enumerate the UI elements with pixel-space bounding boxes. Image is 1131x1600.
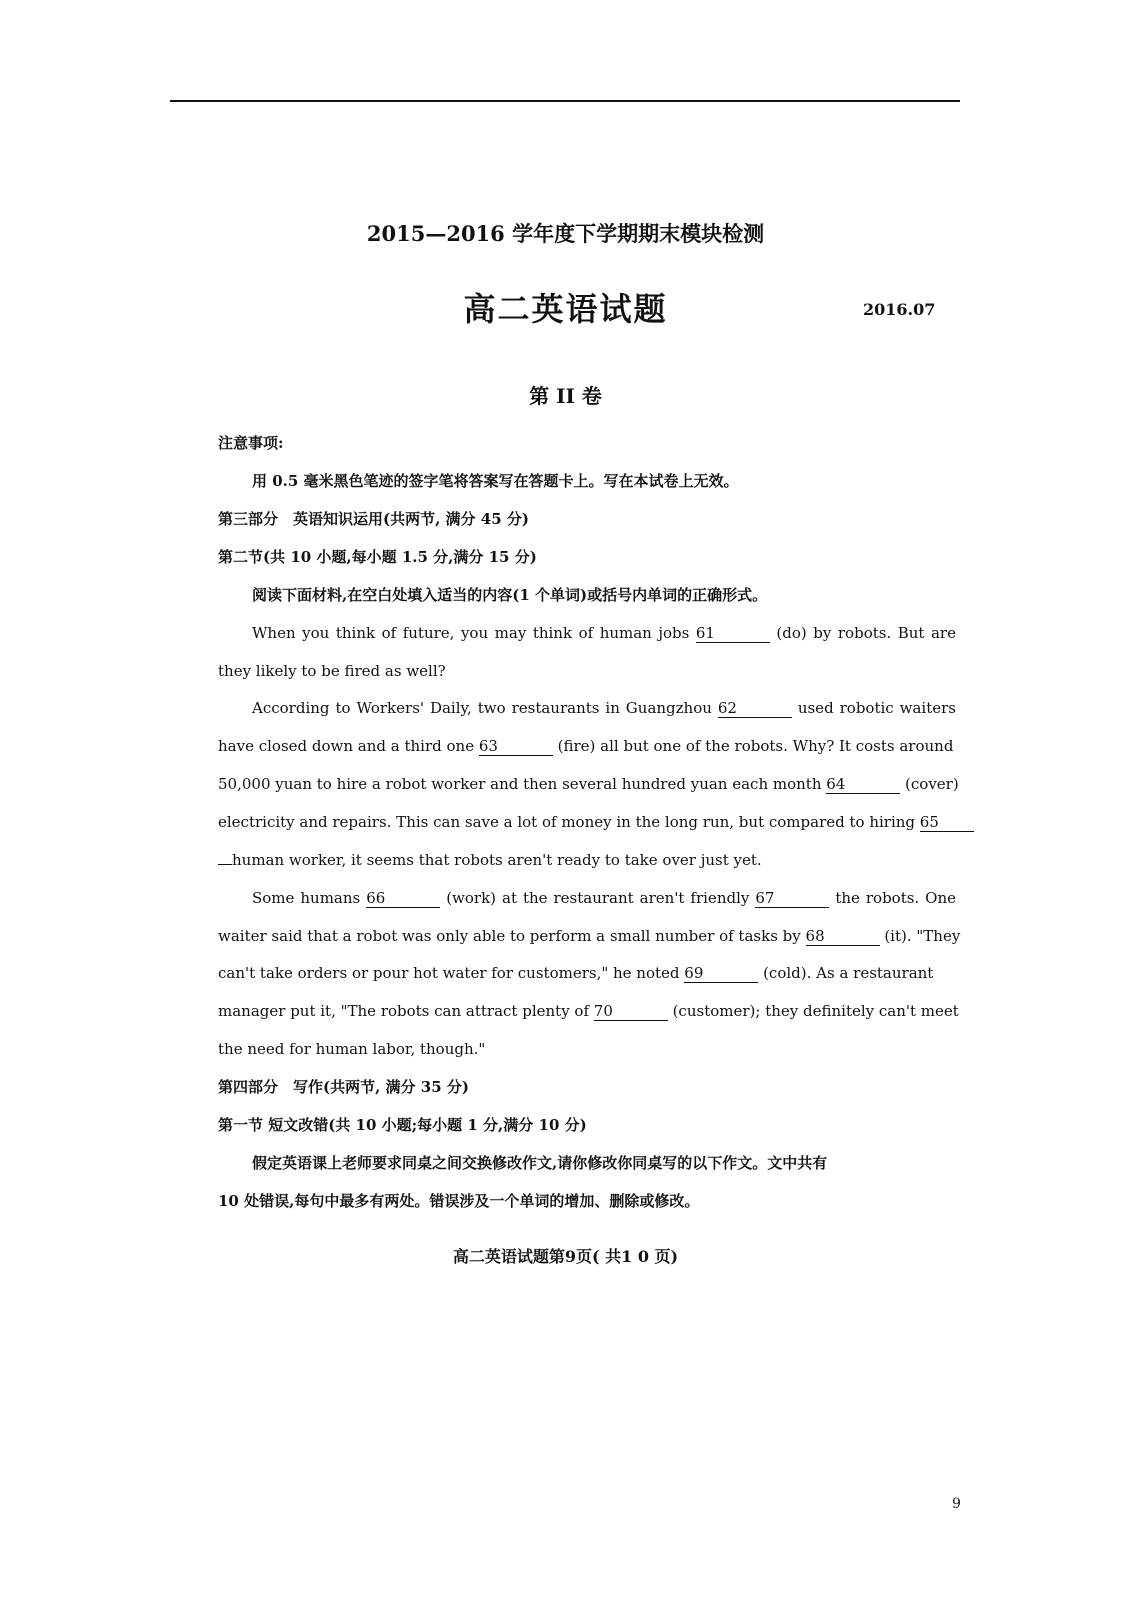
volume-heading: 第 II 卷 — [529, 384, 602, 408]
part4-heading: 第四部分 写作(共两节, 满分 35 分) — [218, 1078, 469, 1096]
part4-section-heading: 第一节 短文改错(共 10 小题;每小题 1 分,满分 10 分) — [218, 1116, 587, 1134]
blank-66: 66 — [366, 889, 440, 908]
page-number: 9 — [952, 1496, 961, 1512]
passage-text: human worker, it seems that robots aren't ready to take over just yet. — [232, 851, 762, 869]
passage-text: waiter said that a robot was only able to perform a small number of tasks by — [218, 927, 801, 945]
passage-line-11 — [218, 1000, 959, 1022]
passage-line-12: the need for human labor, though." — [218, 1040, 486, 1058]
passage-text: can't take orders or pour hot water for customers," he noted — [218, 964, 680, 982]
exam-title: 高二英语试题 — [463, 290, 668, 328]
passage-text: (fire) all but one of the robots. Why? It costs around — [557, 737, 954, 755]
passage-line-7 — [218, 849, 922, 871]
passage-text: (cover) — [905, 775, 959, 793]
passage-text: 50,000 yuan to hire a robot worker and then several hundred yuan each month — [218, 775, 822, 793]
passage-line-8 — [218, 887, 956, 909]
blank-61: 61 — [696, 624, 770, 643]
passage-line-1 — [218, 622, 956, 644]
blank-69: 69 — [684, 964, 758, 983]
passage-text: (customer); they definitely can't meet — [672, 1002, 959, 1020]
part3-heading: 第三部分 英语知识运用(共两节, 满分 45 分) — [218, 510, 529, 528]
notice-heading: 注意事项: — [218, 434, 284, 452]
passage-text: manager put it, "The robots can attract plenty of — [218, 1002, 590, 1020]
passage-text: When you think of future, you may think of human jobs — [252, 624, 690, 642]
part3-instruction: 阅读下面材料,在空白处填入适当的内容(1 个单词)或括号内单词的正确形式。 — [252, 586, 768, 604]
part4-instruction-2: 10 处错误,每句中最多有两处。错误涉及一个单词的增加、删除或修改。 — [218, 1192, 700, 1210]
blank-64: 64 — [826, 775, 900, 794]
blank-70: 70 — [594, 1002, 668, 1021]
passage-text: (work) at the restaurant aren't friendly — [446, 889, 750, 907]
blank-62: 62 — [718, 699, 792, 718]
exam-subtitle: 2015—2016 学年度下学期期末模块检测 — [366, 221, 765, 246]
blank-65: 65 — [920, 813, 974, 832]
top-rule — [170, 100, 960, 102]
passage-text: (cold). As a restaurant — [763, 964, 934, 982]
passage-text: used robotic waiters — [797, 699, 956, 717]
blank-67: 67 — [755, 889, 829, 908]
part3-section-heading: 第二节(共 10 小题,每小题 1.5 分,满分 15 分) — [218, 548, 537, 566]
blank-63: 63 — [479, 737, 553, 756]
passage-text: (it). "They — [884, 927, 961, 945]
passage-text: (do) by robots. But are — [776, 624, 956, 642]
notice-text: 用 0.5 毫米黑色笔迹的签字笔将答案写在答题卡上。写在本试卷上无效。 — [252, 472, 739, 490]
passage-line-5 — [218, 773, 959, 795]
page-footer: 高二英语试题第9页( 共1 0 页) — [452, 1247, 679, 1266]
passage-text: electricity and repairs. This can save a lot of money in the long run, but compared to hiring — [218, 813, 916, 831]
passage-text: the robots. One — [835, 889, 957, 907]
passage-line-9 — [218, 925, 961, 947]
blank-68: 68 — [806, 927, 880, 946]
part4-instruction-1: 假定英语课上老师要求同桌之间交换修改作文,请你修改你同桌写的以下作文。文中共有 — [252, 1154, 828, 1172]
passage-line-3 — [218, 697, 956, 719]
passage-line-6 — [218, 811, 939, 833]
blank-65-continuation — [218, 864, 232, 865]
passage-text: According to Workers' Daily, two restaurants in Guangzhou — [252, 699, 712, 717]
passage-line-10 — [218, 962, 934, 984]
passage-text: Some humans — [252, 889, 361, 907]
passage-line-2: they likely to be fired as well? — [218, 662, 446, 680]
passage-line-4 — [218, 735, 954, 757]
exam-date: 2016.07 — [863, 300, 936, 319]
passage-text: have closed down and a third one — [218, 737, 475, 755]
